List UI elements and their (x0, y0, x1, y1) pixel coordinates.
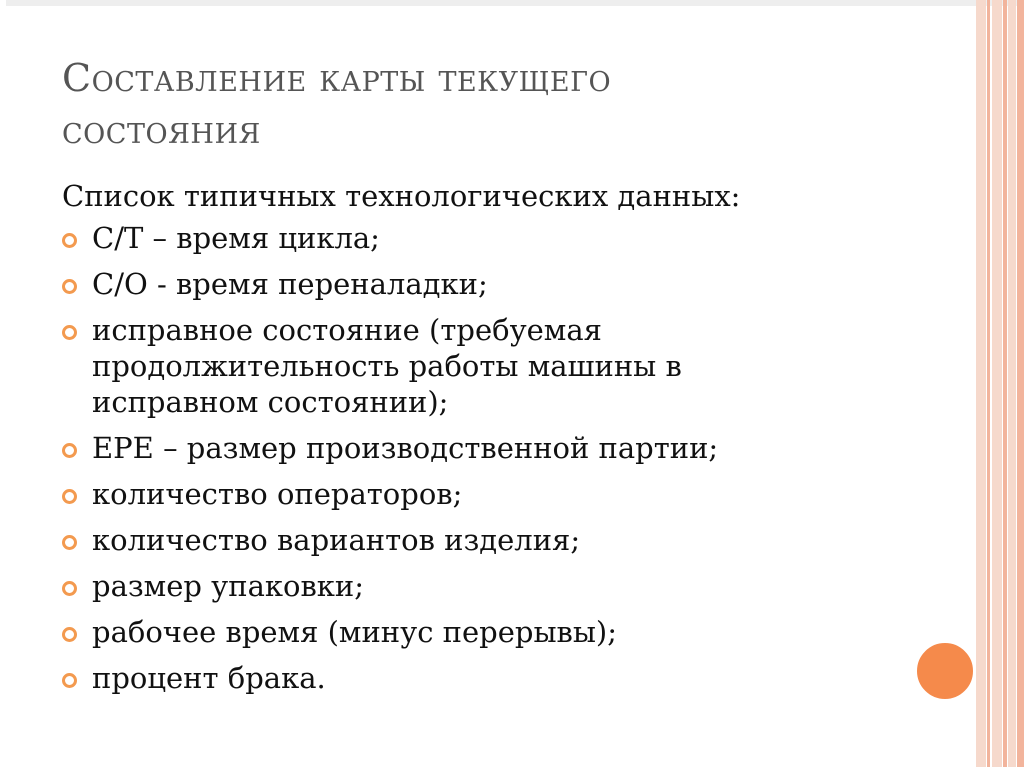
ring-bullet-icon (62, 627, 77, 642)
list-item (62, 430, 942, 466)
list-item-text: процент брака. (92, 661, 326, 695)
left-border (0, 0, 6, 767)
ring-bullet-icon (62, 279, 77, 294)
decor-stripe (976, 0, 986, 767)
list-item-text: количество операторов; (92, 477, 463, 511)
data-list (62, 220, 942, 696)
slide-title (62, 52, 942, 156)
ring-bullet-icon (62, 535, 77, 550)
list-item (62, 568, 942, 604)
decor-stripe (987, 0, 990, 767)
list-item-text: EPE – размер производственной партии; (92, 431, 719, 465)
ring-bullet-icon (62, 581, 77, 596)
decor-stripe (1003, 0, 1007, 767)
ring-bullet-icon (62, 489, 77, 504)
list-item (62, 522, 942, 558)
ring-bullet-icon (62, 325, 77, 340)
ring-bullet-icon (62, 443, 77, 458)
ring-bullet-icon (62, 233, 77, 248)
list-item (62, 660, 942, 696)
list-item-text: C/T – время цикла; (92, 221, 380, 255)
slide-body (62, 178, 942, 706)
decor-stripe (1008, 0, 1016, 767)
intro-text: Список типичных технологических данных: (62, 179, 741, 213)
list-item-text: исправное состояние (требуемая продолжительность работы машины в исправном состоянии); (92, 313, 682, 419)
ring-bullet-icon (62, 673, 77, 688)
list-item (62, 220, 942, 256)
list-item-text: C/O - время переналадки; (92, 267, 488, 301)
top-border (0, 0, 1024, 6)
list-item (62, 266, 942, 302)
decor-stripe (1017, 0, 1024, 767)
list-item-text: рабочее время (минус перерывы); (92, 615, 618, 649)
slide-title-line-2: состояния (62, 108, 261, 152)
list-item-text: размер упаковки; (92, 569, 364, 603)
list-item (62, 614, 942, 650)
list-item (62, 476, 942, 512)
decor-stripe (992, 0, 1002, 767)
list-item (62, 312, 942, 420)
slide-title-line-1: Составление карты текущего (62, 56, 612, 100)
list-item-text: количество вариантов изделия; (92, 523, 581, 557)
